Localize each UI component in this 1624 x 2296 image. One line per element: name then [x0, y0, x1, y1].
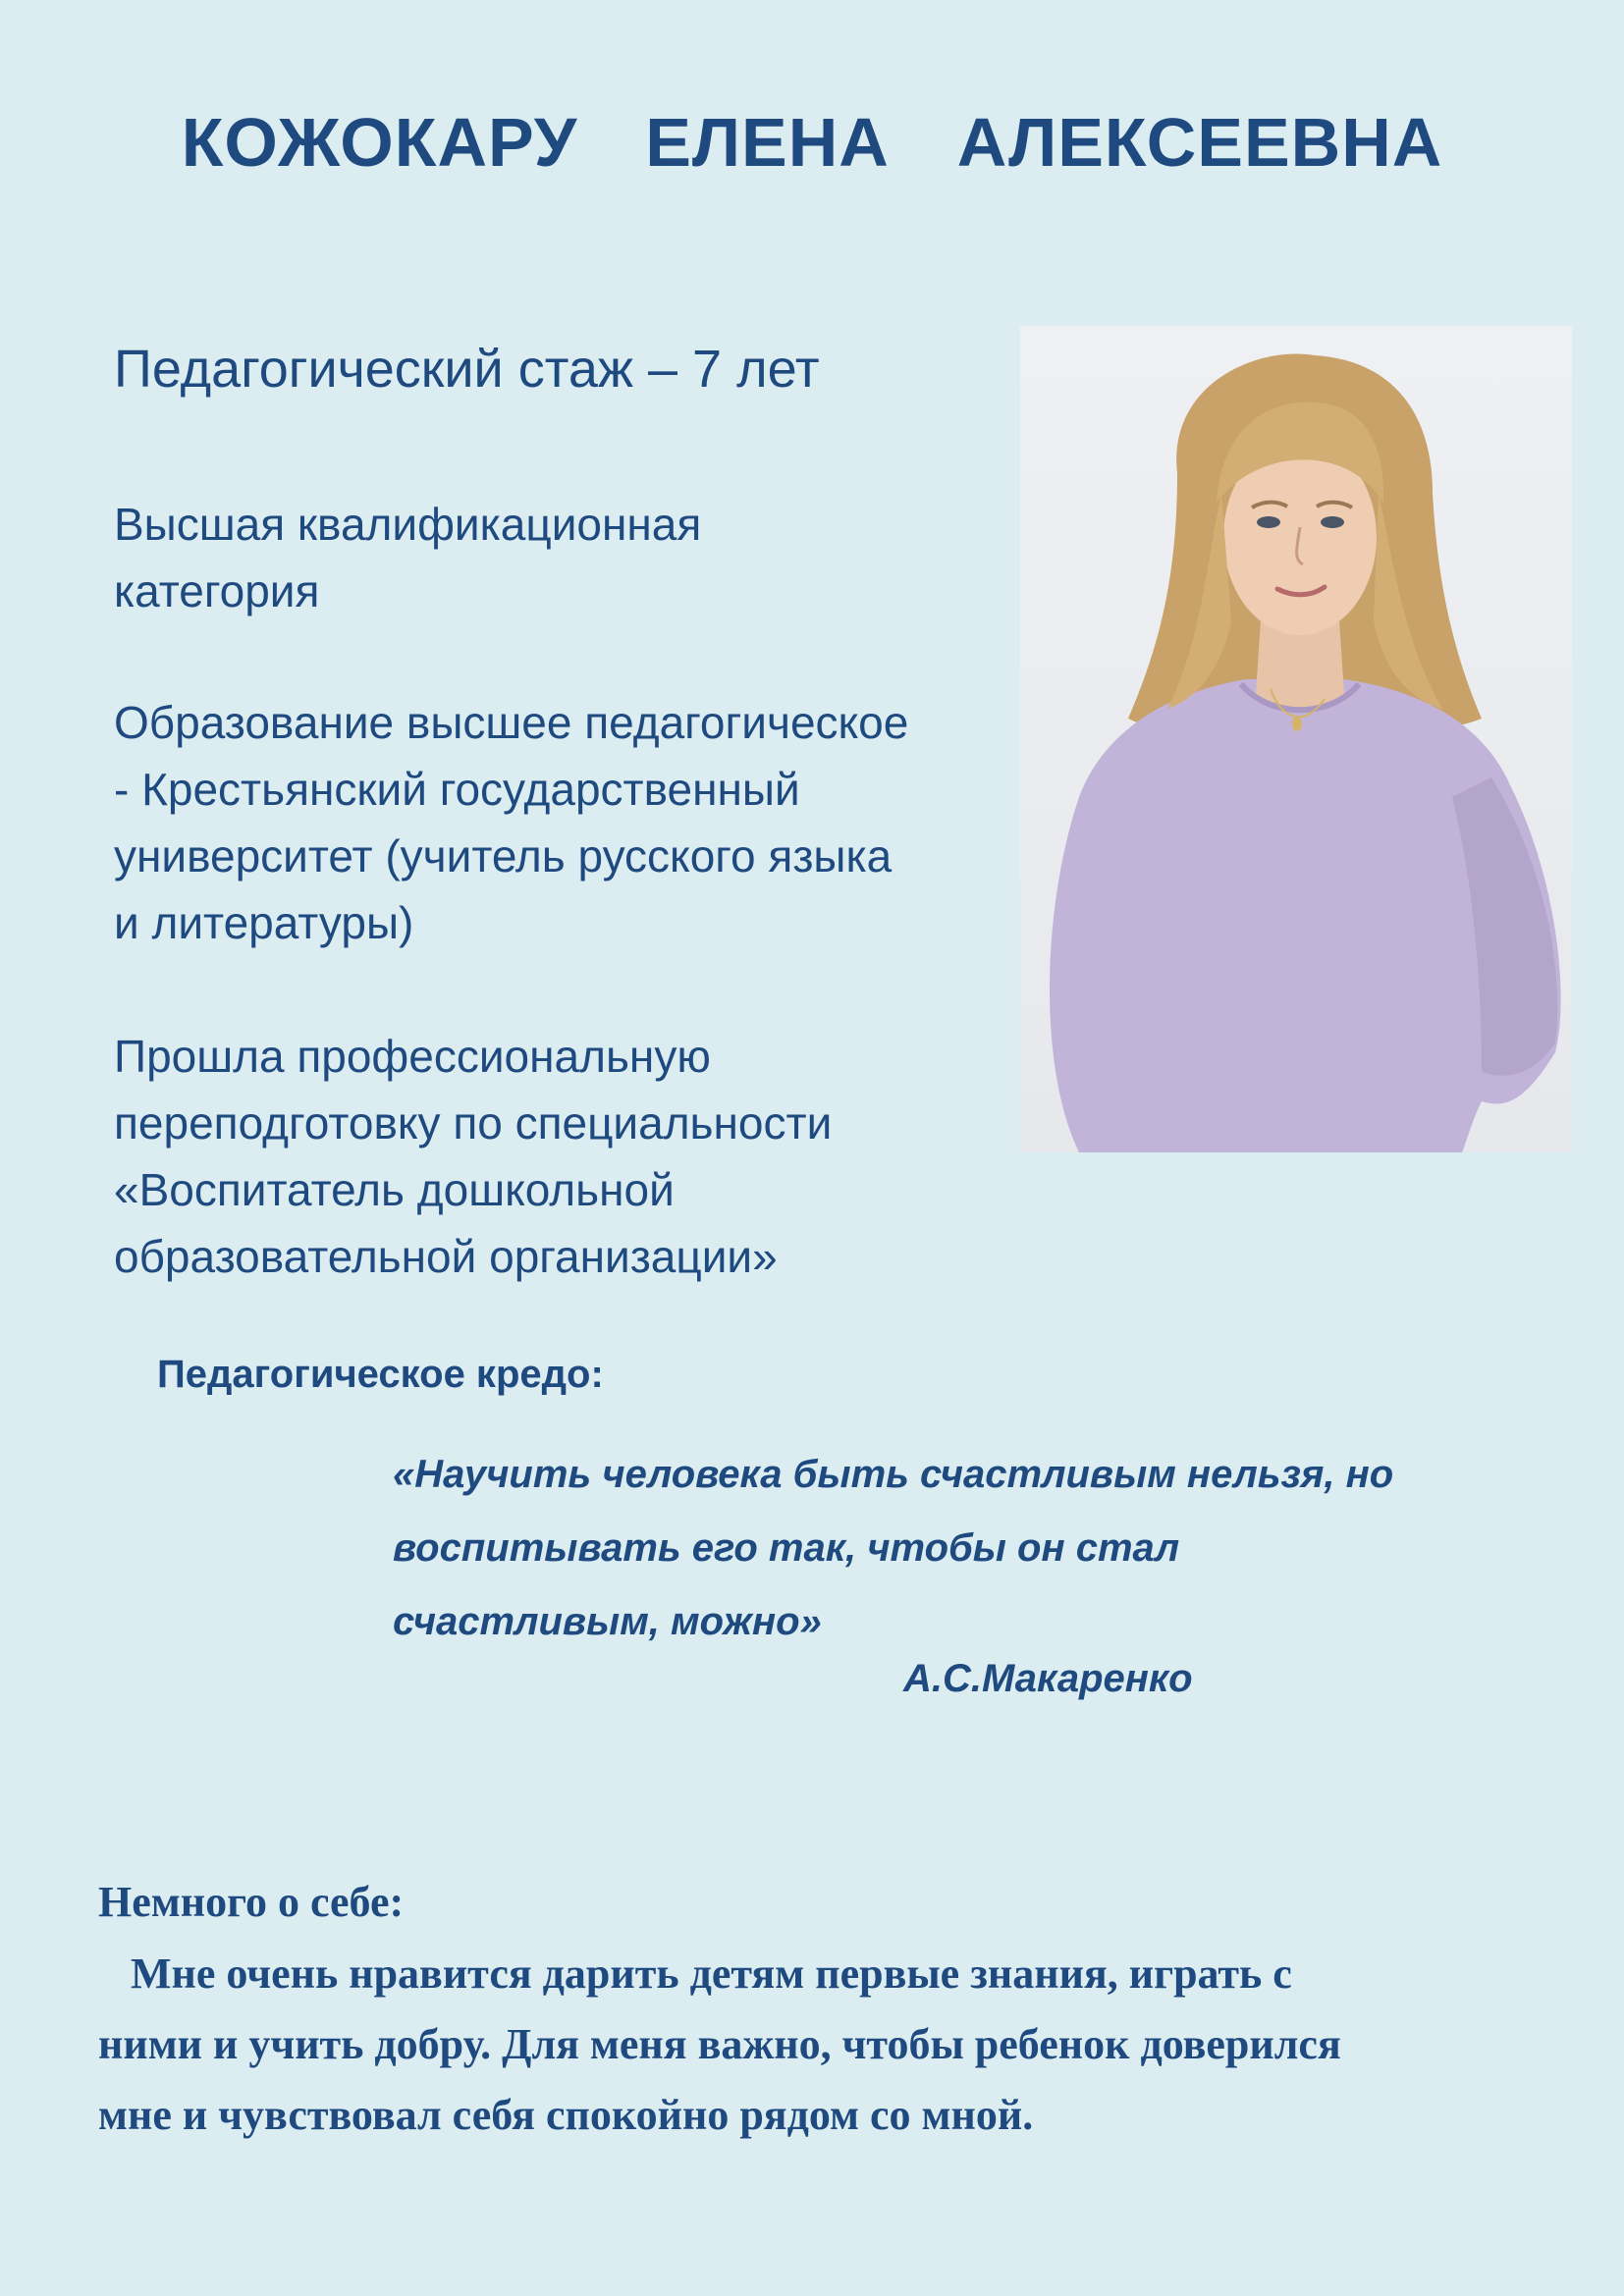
category-line: категория [114, 565, 320, 616]
page-title: КОЖОКАРУ ЕЛЕНА АЛЕКСЕЕВНА [181, 104, 1443, 181]
quote-author: А.С.Макаренко [903, 1657, 1193, 1700]
portrait-illustration [1020, 326, 1572, 1152]
quote-line: воспитывать его так, чтобы он стал [393, 1526, 1180, 1570]
portrait-photo [1020, 326, 1572, 1152]
education-text [114, 689, 1017, 956]
credo-quote [393, 1438, 1522, 1659]
quote-line: счастливым, можно» [393, 1600, 822, 1643]
credo-heading: Педагогическое кредо: [157, 1353, 604, 1396]
about-text [98, 1939, 1551, 2151]
education-line: университет (учитель русского языка [114, 830, 893, 881]
category-line: Высшая квалификационная [114, 499, 702, 550]
retraining-line: переподготовку по специальности [114, 1097, 833, 1148]
about-line: ними и учить добру. Для меня важно, чтобы ребенок доверился [98, 2020, 1341, 2068]
about-line: мне и чувствовал себя спокойно рядом со мной. [98, 2091, 1034, 2139]
retraining-line: образовательной организации» [114, 1231, 778, 1282]
retraining-line: Прошла профессиональную [114, 1031, 711, 1082]
retraining-text [114, 1023, 1017, 1290]
retraining-line: «Воспитатель дошкольной [114, 1164, 675, 1215]
education-line: - Крестьянский государственный [114, 764, 800, 815]
quote-line: «Научить человека быть счастливым нельзя, но [393, 1453, 1394, 1496]
about-heading: Немного о себе: [98, 1878, 405, 1926]
about-line: Мне очень нравится дарить детям первые знания, играть с [98, 1949, 1292, 1998]
education-line: Образование высшее педагогическое [114, 697, 909, 748]
education-line: и литературы) [114, 897, 414, 948]
category-text [114, 491, 1017, 624]
experience-text: Педагогический стаж – 7 лет [114, 340, 820, 399]
